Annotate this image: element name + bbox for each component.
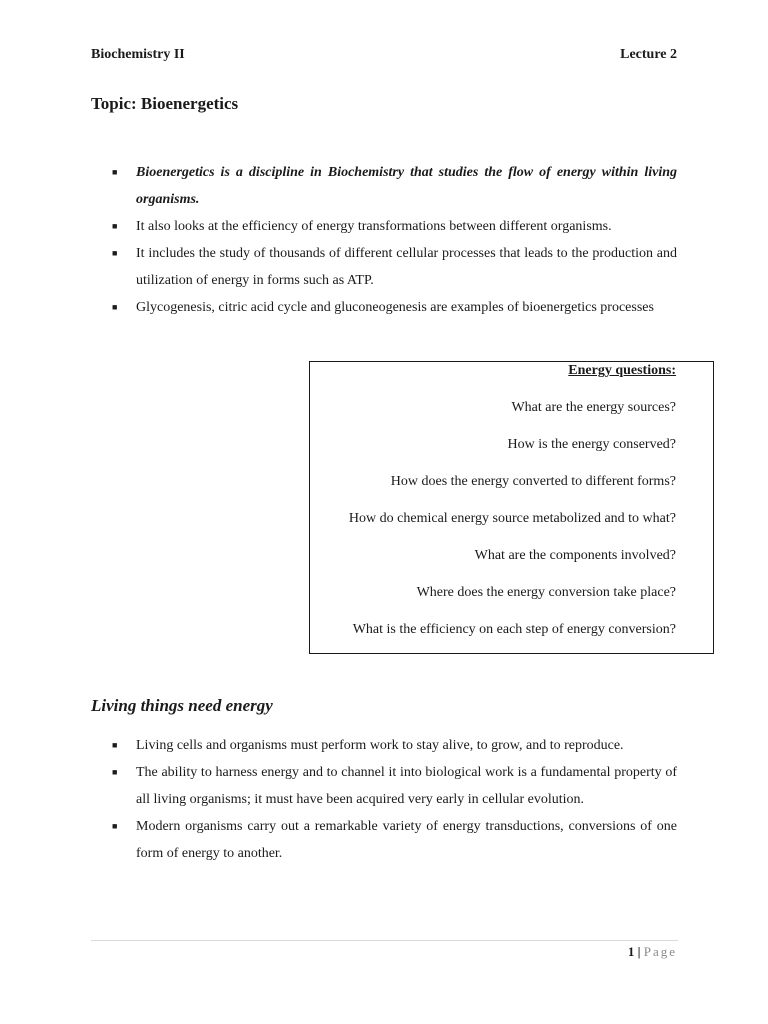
page-number: 1 (627, 944, 635, 959)
topic-heading: Topic: Bioenergetics (91, 94, 239, 113)
square-bullet-icon: ■ (112, 302, 118, 312)
energy-question: How does the energy converted to different forms? (390, 474, 676, 489)
square-bullet-icon: ■ (112, 740, 118, 750)
energy-questions-box (309, 361, 714, 654)
square-bullet-icon: ■ (112, 821, 118, 831)
intro-bullet-list (112, 159, 677, 321)
energy-question: How is the energy conserved? (507, 437, 676, 452)
footer-divider (91, 940, 678, 941)
header-course: Biochemistry II (91, 47, 185, 62)
list-item: ■ Bioenergetics is a discipline in Biochemistry that studies the flow of energy within living organisms. (112, 159, 677, 213)
energy-questions-title: Energy questions: (568, 363, 676, 378)
footer-separator: | (637, 944, 641, 959)
page-label: Page (643, 944, 677, 959)
energy-question: How do chemical energy source metabolized and to what? (348, 511, 676, 526)
energy-question: What are the energy sources? (511, 400, 676, 415)
energy-question: What is the efficiency on each step of energy conversion? (352, 622, 676, 637)
square-bullet-icon: ■ (112, 248, 118, 258)
square-bullet-icon: ■ (112, 767, 118, 777)
page-footer (628, 944, 677, 960)
section2-bullet-list (112, 732, 677, 867)
energy-question: What are the components involved? (474, 548, 676, 563)
energy-question: Where does the energy conversion take place? (416, 585, 676, 600)
list-item: ■ The ability to harness energy and to channel it into biological work is a fundamental property of all living organisms; it must have been acquired very early in cellular evolution. (112, 759, 677, 813)
list-item: ■ Living cells and organisms must perform work to stay alive, to grow, and to reproduce. (112, 732, 677, 759)
square-bullet-icon: ■ (112, 167, 118, 177)
list-item: ■ Glycogenesis, citric acid cycle and gluconeogenesis are examples of bioenergetics processes (112, 294, 677, 321)
section-heading: Living things need energy (91, 696, 273, 715)
square-bullet-icon: ■ (112, 221, 118, 231)
list-item: ■ It includes the study of thousands of different cellular processes that leads to the production and utilization of energy in forms such as ATP. (112, 240, 677, 294)
header-lecture: Lecture 2 (620, 47, 677, 62)
list-item: ■ It also looks at the efficiency of energy transformations between different organisms. (112, 213, 677, 240)
list-item: ■ Modern organisms carry out a remarkable variety of energy transductions, conversions of one form of energy to another. (112, 813, 677, 867)
